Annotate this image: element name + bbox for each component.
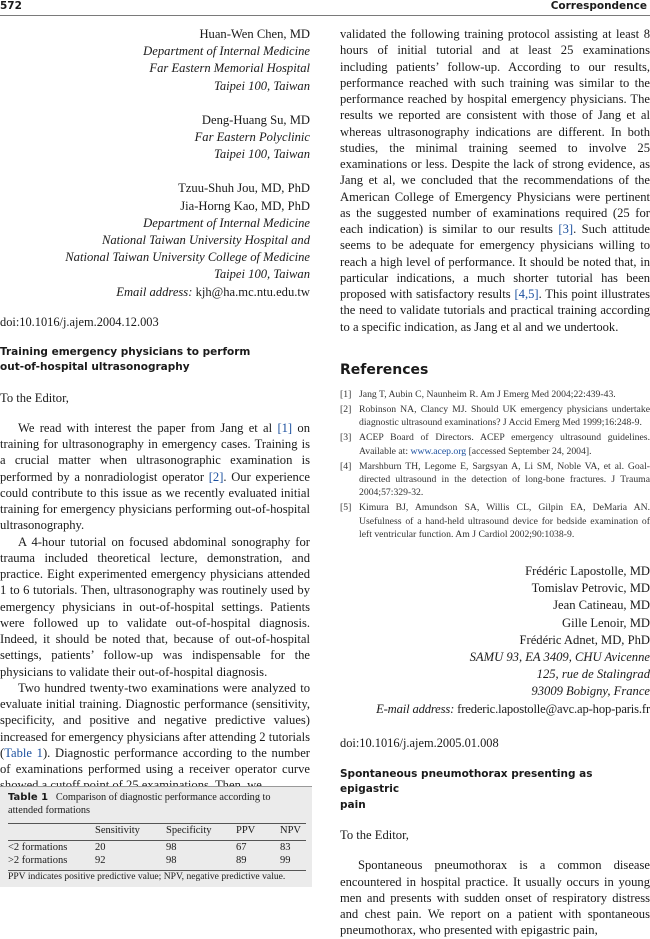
author-name: Tomislav Petrovic, MD — [531, 581, 650, 596]
author-affiliation: SAMU 93, EA 3409, CHU Avicenne — [469, 650, 650, 664]
reference-list — [340, 388, 650, 541]
author-institution: National Taiwan University College of Medicine — [65, 250, 310, 265]
author-email[interactable]: kjh@ha.mc.ntu.edu.tw — [195, 284, 310, 299]
reference-item — [340, 501, 650, 541]
text-run: ). Diagnostic performance according to the number of examinations performed using a receiver operator curve — [0, 745, 310, 777]
reference-text: Kimura BJ, Amundson SA, Willis CL, Gilpin EA, DeMaria AN. Usefulness of a hand-held ultrasound device for bedside examination of left ventricular function. Am J Cardiol 2002;90:1038-9. — [359, 502, 650, 540]
text-run: Two hundred twenty-two examinations were analyzed to evaluate initial training. Diagnostic performance (sensitivity, specificity, and positive and negative predictive values) increased for emergency physicians after attending 2 tutorials ( — [0, 680, 310, 760]
author-name: Gille Lenoir, MD — [562, 615, 650, 630]
reference-number: [4] — [340, 460, 352, 472]
reference-text: Jang T, Aubin C, Naunheim R. Am J Emerg Med 2004;22:439-43. — [359, 388, 616, 400]
reference-item — [340, 403, 650, 429]
page-number: 572 — [0, 0, 22, 12]
author-email-line — [0, 284, 310, 301]
table-cell: >2 formations — [8, 855, 68, 866]
table-cell: <2 formations — [8, 842, 68, 853]
author-affiliation: 125, rue de Stalingrad — [536, 667, 650, 682]
author-affiliation: 93009 Bobigny, France — [531, 684, 650, 699]
letter2-paragraph-4 — [340, 26, 650, 335]
author-name: Tzuu-Shuh Jou, MD, PhD — [178, 181, 310, 196]
letter3-title-line: Spontaneous pneumothorax presenting as epigastric — [340, 767, 593, 796]
letter2-greeting: To the Editor, — [0, 390, 69, 405]
author-city: Taipei 100, Taiwan — [213, 78, 310, 93]
left-column — [0, 26, 310, 794]
letter2-paragraph-1 — [0, 420, 310, 534]
author-department: Department of Internal Medicine — [143, 44, 310, 59]
letter2-paragraph-3 — [0, 680, 310, 794]
letter2-signature — [340, 563, 650, 718]
table-cell: 89 — [236, 855, 247, 866]
references-heading: References — [340, 361, 429, 378]
table-1 — [0, 786, 312, 887]
text-run: validated the following training protocol assisting at least 8 hours of initial tutorial and at least 25 examinations including patients’ follow-up. According to our results, performance reached with such training was similar to the performance reached by hospital emergency physicians. The results we reported are consistent with those of Jang et al whereas ultrasonography indications are different. In both studies, the minimal training seemed to involve 25 examinations or less. Despite the lack of strong evidence, as Jang et al, we concluded that the recommendations of the American College of Emergency Physicians were pertinent as the suggested number of examinations required (25 for each indication) is similar to our results — [340, 27, 650, 236]
author-city: Taipei 100, Taiwan — [213, 267, 310, 282]
reference-text: Robinson NA, Clancy MJ. Should UK emergency physicians undertake diagnostic ultrasound examinations? J Accid Emerg Med 1999;16:248-9. — [359, 403, 650, 429]
table-label: Table 1 — [8, 792, 49, 803]
table-rule — [8, 840, 306, 841]
table-cell: 98 — [166, 855, 177, 866]
citation-link[interactable]: [4,5] — [514, 287, 539, 301]
text-run: We read with interest the paper from Jang et al — [18, 420, 278, 435]
letter2-doi[interactable]: doi:10.1016/j.ajem.2005.01.008 — [340, 735, 499, 750]
author-city: Taipei 100, Taiwan — [213, 147, 310, 162]
table-cell: 20 — [95, 842, 106, 853]
right-column — [340, 26, 650, 939]
author-name: Deng-Huang Su, MD — [201, 112, 310, 127]
citation-link[interactable]: [3] — [558, 222, 574, 236]
text-run: [accessed September 24, 2004]. — [466, 445, 592, 457]
column-header: PPV — [236, 825, 256, 836]
header-rule — [0, 15, 650, 16]
author-institution: Far Eastern Polyclinic — [194, 130, 310, 145]
author-department: Department of Internal Medicine — [143, 215, 310, 230]
author-name: Jean Catineau, MD — [553, 598, 650, 613]
email-label: E-mail address: — [376, 701, 455, 716]
citation-link[interactable]: [2] — [208, 469, 224, 484]
reference-url-link[interactable]: www.acep.org — [410, 445, 467, 457]
letter3-title-line: pain — [340, 798, 366, 811]
table-cell: 99 — [280, 855, 291, 866]
reference-number: [5] — [340, 502, 352, 514]
reference-number: [2] — [340, 403, 352, 415]
text-run: . Such attitude seems to be adequate for emergency physicians willing to reach a high level of performance. It should be noted that, in particular indications, a much shorter tutorial has been proposed with satisfactory results — [340, 222, 650, 301]
reference-text: Marshburn TH, Legome E, Sargsyan A, Li SM, Noble VA, et al. Goal-directed ultrasound in the detection of long-bone fractures. J Trauma 2004;57:329-32. — [359, 460, 650, 499]
letter3-greeting: To the Editor, — [340, 828, 409, 843]
column-header: Specificity — [166, 825, 212, 836]
author-name: Jia-Horng Kao, MD, PhD — [180, 198, 310, 213]
reference-number: [3] — [340, 432, 352, 444]
reference-item — [340, 460, 650, 500]
reference-number: [1] — [340, 388, 352, 400]
section-title: Correspondence — [550, 0, 647, 12]
letter3-title — [340, 767, 650, 814]
table-caption-text: Comparison of diagnostic performance according to attended formations — [8, 792, 271, 816]
email-label: Email address: — [116, 284, 193, 299]
table-cell: 83 — [280, 842, 291, 853]
letter3-paragraph-1: Spontaneous pneumothorax is a common disease encountered in hospital practice. It usually occurs in young men and presents with sudden onset of respiratory distress and chest pain. We report on a patient with spontaneous pneumothorax, who presented with epigastric pain, — [340, 858, 650, 938]
citation-link[interactable]: [1] — [277, 420, 293, 435]
author-name: Huan-Wen Chen, MD — [199, 27, 310, 41]
reference-item — [340, 388, 650, 401]
letter2-title-line: out-of-hospital ultrasonography — [0, 361, 190, 374]
reference-item — [340, 431, 650, 457]
author-name: Frédéric Lapostolle, MD — [525, 563, 650, 578]
author-institution: Far Eastern Memorial Hospital — [149, 61, 310, 76]
author-email-line — [340, 701, 650, 718]
letter2-title-line: Training emergency physicians to perform — [0, 345, 251, 358]
table-footnote: PPV indicates positive predictive value; NPV, negative predictive value. — [8, 871, 286, 882]
text-run: ACEP Board of Directors. ACEP emergency ultrasound guidelines. Available at: — [359, 432, 650, 457]
table-link[interactable]: Table 1 — [4, 745, 43, 760]
author-institution: National Taiwan University Hospital and — [101, 233, 310, 248]
table-rule — [8, 823, 306, 824]
letter1-signature — [0, 26, 310, 301]
letter2-title — [0, 345, 310, 376]
author-email[interactable]: frederic.lapostolle@avc.ap-hop-paris.fr — [457, 701, 650, 716]
author-name: Frédéric Adnet, MD, PhD — [519, 632, 650, 647]
letter1-doi[interactable]: doi:10.1016/j.ajem.2004.12.003 — [0, 314, 159, 329]
table-caption — [0, 787, 312, 817]
reference-text — [359, 431, 650, 457]
text-run: . Our experience could contribute to this issue as we recently evaluated initial training for emergency physicians performing out-of-hospital ultrasonography. — [0, 469, 310, 533]
column-header: Sensitivity — [95, 825, 140, 836]
text-run: on training for ultrasonography in emergency cases. Training is a crucial matter when ultrasonographic examination is performed by a nonradiologist operator — [0, 420, 310, 484]
running-header — [0, 0, 650, 13]
table-cell: 67 — [236, 842, 247, 853]
table-cell: 92 — [95, 855, 106, 866]
column-header: NPV — [280, 825, 302, 836]
table-cell: 98 — [166, 842, 177, 853]
letter2-paragraph-2: A 4-hour tutorial on focused abdominal sonography for trauma included theoretical lecture, demonstration, and practice. Eight experimented emergency physicians attended 1 to 6 tutorials. Then, ultrasonography was routinely used by emergency physicians in out-of-hospital settings. Patients were followed up to validate out-of-hospital diagnosis. Indeed, it should be noted that, because of out-of-hospital settings, patients’ follow-up was indispensable for the physicians to validate their out-of-hospital diagnosis. — [0, 534, 310, 679]
text-run: . This point illustrates the need to validate tutorials and practical training according to a specific indication, as Jang et al and we undertook. — [340, 287, 650, 334]
